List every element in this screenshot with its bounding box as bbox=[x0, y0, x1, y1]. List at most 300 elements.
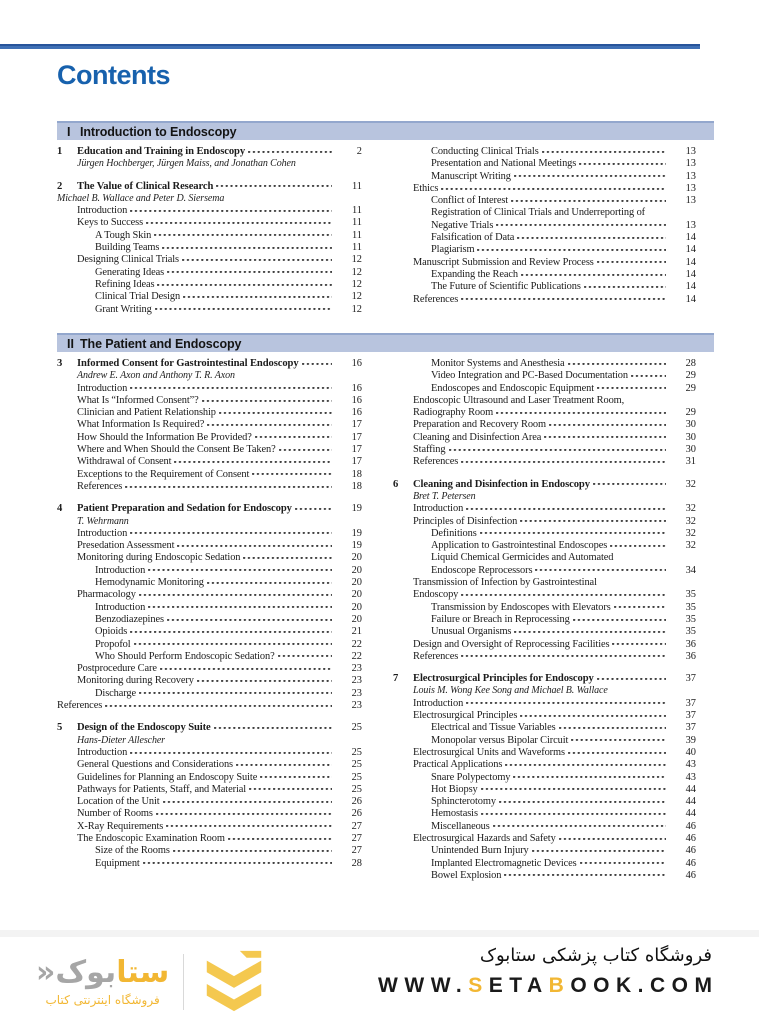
url-letters: ETA bbox=[488, 974, 549, 997]
toc-entry-row bbox=[57, 279, 362, 291]
entry-title: Number of Rooms bbox=[77, 808, 153, 820]
dot-leader bbox=[559, 722, 666, 730]
entry-title: Electrosurgical Units and Waveforms bbox=[413, 746, 565, 758]
page-number: 32 bbox=[685, 540, 696, 552]
entry-title: Registration of Clinical Trials and Underreporting of bbox=[431, 207, 646, 219]
author-names: Jürgen Hochberger, Jürgen Maiss, and Jonathan Cohen bbox=[77, 158, 296, 170]
entry-title: Patient Preparation and Sedation for Endoscopy bbox=[77, 503, 292, 515]
toc-author-row bbox=[393, 491, 696, 503]
toc-entry-row bbox=[393, 796, 696, 808]
entry-title: Generating Ideas bbox=[95, 266, 165, 278]
page-number: 29 bbox=[685, 407, 696, 419]
page-number: 16 bbox=[351, 358, 362, 369]
page-number: 13 bbox=[685, 158, 696, 170]
entry-title: Monopolar versus Bipolar Circuit bbox=[431, 734, 569, 746]
toc-entry-row bbox=[393, 294, 696, 306]
toc-entry-row bbox=[57, 626, 362, 638]
entry-title: Withdrawal of Consent bbox=[77, 456, 172, 468]
page-number: 13 bbox=[685, 182, 696, 194]
entry-title: Hemostasis bbox=[431, 808, 478, 820]
website-url bbox=[378, 974, 718, 998]
logo-tagline: فروشگاه اینترنتی کتاب bbox=[45, 993, 160, 1007]
dot-leader bbox=[466, 698, 666, 706]
toc-entry-row bbox=[57, 589, 362, 601]
entry-title: Falsification of Data bbox=[431, 232, 515, 244]
toc-entry-row bbox=[57, 675, 362, 687]
entry-title: Electrosurgical Principles bbox=[413, 710, 518, 722]
dot-leader bbox=[248, 146, 332, 154]
toc-entry-row bbox=[393, 602, 696, 614]
toc-entry-row bbox=[57, 845, 362, 857]
toc-entry-row bbox=[393, 833, 696, 845]
dot-leader bbox=[130, 205, 332, 213]
toc-entry-row bbox=[57, 291, 362, 303]
toc-entry-row bbox=[57, 456, 362, 468]
toc-entry-row bbox=[393, 281, 696, 293]
toc-entry-row bbox=[57, 688, 362, 700]
chevron-emblem-icon bbox=[198, 947, 270, 1017]
entry-title: Cleaning and Disinfection in Endoscopy bbox=[413, 478, 590, 490]
page-number: 20 bbox=[351, 589, 362, 601]
page-number: 23 bbox=[351, 663, 362, 675]
section-header-2 bbox=[57, 333, 714, 352]
dot-leader bbox=[174, 456, 332, 464]
chapter-number: 4 bbox=[57, 503, 63, 515]
page-number: 13 bbox=[685, 170, 696, 182]
toc-chapter-row bbox=[57, 503, 362, 515]
toc-entry-row bbox=[57, 383, 362, 395]
entry-title: References bbox=[413, 650, 459, 662]
page-number: 32 bbox=[685, 503, 696, 515]
dot-leader bbox=[207, 577, 332, 585]
toc-entry-row bbox=[393, 821, 696, 833]
entry-title: References bbox=[77, 480, 123, 492]
dot-leader bbox=[520, 710, 666, 718]
page-number: 32 bbox=[685, 478, 696, 490]
entry-title: Guidelines for Planning an Endoscopy Suite bbox=[77, 771, 258, 783]
toc-entry-row bbox=[57, 552, 362, 564]
page-number: 46 bbox=[685, 845, 696, 857]
page-number: 23 bbox=[351, 675, 362, 687]
entry-title: Endoscopic Ultrasound and Laser Treatment Room, bbox=[413, 394, 625, 406]
author-names: Louis M. Wong Kee Song and Michael B. Wallace bbox=[413, 685, 608, 697]
entry-title: Plagiarism bbox=[431, 244, 475, 256]
url-letters: OOK.COM bbox=[570, 974, 719, 997]
dot-leader bbox=[156, 808, 332, 816]
toc-entry-row bbox=[393, 183, 696, 195]
dot-leader bbox=[173, 845, 332, 853]
logo-divider bbox=[183, 954, 184, 1010]
dot-leader bbox=[496, 407, 666, 415]
entry-title: Presedation Assessment bbox=[77, 540, 175, 552]
dot-leader bbox=[214, 722, 332, 730]
entry-title: References bbox=[57, 700, 103, 712]
entry-title: Discharge bbox=[95, 687, 137, 699]
entry-title: Education and Training in Endoscopy bbox=[77, 146, 246, 157]
toc-entry-row bbox=[393, 516, 696, 528]
entry-title: Introduction bbox=[95, 564, 146, 576]
dot-leader bbox=[499, 796, 666, 804]
toc-entry-row bbox=[393, 244, 696, 256]
page-number: 27 bbox=[351, 832, 362, 844]
page-number: 28 bbox=[685, 358, 696, 369]
page-number: 44 bbox=[685, 783, 696, 795]
entry-title: Conducting Clinical Trials bbox=[431, 146, 539, 157]
entry-title: Introduction bbox=[95, 601, 146, 613]
entry-title: Sphincterotomy bbox=[431, 796, 496, 808]
dot-leader bbox=[260, 772, 332, 780]
toc-entry-row bbox=[57, 565, 362, 577]
toc-entry-row bbox=[57, 254, 362, 266]
toc-entry-row bbox=[393, 747, 696, 759]
page-number: 26 bbox=[351, 808, 362, 820]
top-rule bbox=[0, 44, 700, 49]
entry-title: Preparation and Recovery Room bbox=[413, 419, 547, 431]
entry-title: Manuscript Writing bbox=[431, 170, 511, 182]
toc-chapter-row bbox=[57, 358, 362, 370]
entry-title: Miscellaneous bbox=[431, 820, 490, 832]
entry-title: Postprocedure Care bbox=[77, 663, 157, 675]
toc-entry-row bbox=[393, 146, 696, 158]
page-number: 46 bbox=[685, 832, 696, 844]
dot-leader bbox=[571, 735, 666, 743]
page-number: 11 bbox=[351, 229, 362, 241]
entry-title: Introduction bbox=[77, 382, 128, 394]
dot-leader bbox=[461, 589, 666, 597]
page-number: 30 bbox=[685, 419, 696, 431]
toc-author-row bbox=[393, 685, 696, 697]
toc-entry-row bbox=[57, 217, 362, 229]
page-number: 44 bbox=[685, 796, 696, 808]
entry-title: Endoscopy bbox=[413, 589, 459, 601]
entry-title: Endoscopes and Endoscopic Equipment bbox=[431, 382, 595, 394]
wordmark-accent-part: ستا bbox=[116, 955, 170, 990]
page-number: 11 bbox=[351, 205, 362, 217]
page-number: 30 bbox=[685, 431, 696, 443]
section-number: I bbox=[67, 124, 71, 139]
dot-leader bbox=[496, 220, 666, 228]
entry-title: Designing Clinical Trials bbox=[77, 254, 179, 266]
entry-title: Pathways for Patients, Staff, and Material bbox=[77, 783, 247, 795]
page-number: 16 bbox=[351, 407, 362, 419]
page-number: 46 bbox=[685, 820, 696, 832]
dot-leader bbox=[532, 845, 666, 853]
entry-title: The Future of Scientific Publications bbox=[431, 281, 581, 293]
dot-leader bbox=[255, 432, 332, 440]
page-number: 35 bbox=[685, 589, 696, 601]
page-number: 35 bbox=[685, 626, 696, 638]
page-number: 14 bbox=[685, 232, 696, 244]
entry-title: Staffing bbox=[413, 444, 446, 456]
footer-divider bbox=[0, 930, 759, 937]
page-number: 22 bbox=[351, 650, 362, 662]
entry-title: Endoscope Reprocessors bbox=[431, 564, 533, 576]
dot-leader bbox=[441, 183, 666, 191]
page-number: 17 bbox=[351, 456, 362, 468]
chapter-number: 7 bbox=[393, 673, 399, 685]
page-number: 43 bbox=[685, 759, 696, 771]
dot-leader bbox=[139, 589, 332, 597]
dot-leader bbox=[207, 419, 332, 427]
page-number: 12 bbox=[351, 303, 362, 315]
dot-leader bbox=[493, 821, 666, 829]
toc-entry-row bbox=[393, 870, 696, 882]
dot-leader bbox=[579, 158, 666, 166]
toc-entry-row bbox=[393, 358, 696, 370]
entry-title: Failure or Breach in Reprocessing bbox=[431, 613, 570, 625]
entry-title: Pharmacology bbox=[77, 589, 136, 601]
toc-entry-row bbox=[393, 710, 696, 722]
page-number: 12 bbox=[351, 291, 362, 303]
page-number: 25 bbox=[351, 722, 362, 734]
dot-leader bbox=[461, 294, 666, 302]
toc-entry-row bbox=[393, 269, 696, 281]
toc-entry-row bbox=[57, 432, 362, 444]
url-accent-letters: S bbox=[468, 974, 489, 997]
entry-title: References bbox=[413, 293, 459, 305]
dot-leader bbox=[514, 626, 666, 634]
dot-leader bbox=[559, 833, 666, 841]
toc-entry-row bbox=[57, 772, 362, 784]
toc-entry-row bbox=[57, 747, 362, 759]
dot-leader bbox=[549, 419, 666, 427]
dot-leader bbox=[514, 171, 666, 179]
dot-leader bbox=[252, 469, 332, 477]
toc-entry-row bbox=[393, 407, 696, 419]
dot-leader bbox=[542, 146, 666, 154]
entry-title: Refining Ideas bbox=[95, 278, 155, 290]
toc-chapter-row bbox=[57, 722, 362, 734]
toc-chapter-row bbox=[57, 146, 362, 158]
entry-title: Introduction bbox=[77, 527, 128, 539]
entry-title: Radiography Room bbox=[413, 407, 494, 419]
dot-leader bbox=[505, 759, 666, 767]
entry-title: Conflict of Interest bbox=[431, 195, 509, 207]
entry-title: How Should the Information Be Provided? bbox=[77, 431, 252, 443]
chapter-number: 2 bbox=[57, 180, 63, 192]
page-number: 46 bbox=[685, 869, 696, 881]
toc-entry-row bbox=[57, 481, 362, 493]
toc-entry-row bbox=[393, 735, 696, 747]
toc-entry-row bbox=[393, 858, 696, 870]
dot-leader bbox=[167, 614, 332, 622]
page-number: 14 bbox=[685, 256, 696, 268]
page-number: 11 bbox=[351, 217, 362, 229]
toc-entry-row bbox=[57, 821, 362, 833]
page-number: 29 bbox=[685, 382, 696, 394]
page-number: 11 bbox=[351, 180, 362, 192]
entry-title: Liquid Chemical Germicides and Automated bbox=[431, 552, 614, 564]
toc-entry-row bbox=[393, 772, 696, 784]
dot-leader bbox=[249, 784, 332, 792]
page-number: 37 bbox=[685, 722, 696, 734]
toc-column-left bbox=[57, 146, 362, 316]
logo-wordmark-block bbox=[36, 957, 169, 1007]
entry-title: Hemodynamic Monitoring bbox=[95, 577, 204, 589]
toc-author-row bbox=[57, 516, 362, 528]
page-number: 25 bbox=[351, 783, 362, 795]
dot-leader bbox=[295, 503, 332, 511]
page-number: 16 bbox=[351, 382, 362, 394]
dot-leader bbox=[513, 772, 666, 780]
dot-leader bbox=[612, 639, 666, 647]
toc-chapter-row bbox=[57, 181, 362, 193]
toc-entry-row bbox=[393, 528, 696, 540]
section-title: The Patient and Endoscopy bbox=[80, 336, 242, 351]
page-number: 13 bbox=[685, 219, 696, 231]
entry-title: Cleaning and Disinfection Area bbox=[413, 431, 542, 443]
toc-entry-row bbox=[393, 589, 696, 601]
toc-entry-row bbox=[393, 565, 696, 577]
dot-leader bbox=[130, 626, 332, 634]
toc-entry-row bbox=[393, 639, 696, 651]
entry-title: Electrosurgical Hazards and Safety bbox=[413, 832, 556, 844]
entry-title: Implanted Electromagnetic Devices bbox=[431, 857, 577, 869]
page-number: 12 bbox=[351, 266, 362, 278]
dot-leader bbox=[504, 870, 666, 878]
entry-title: Monitoring during Endoscopic Sedation bbox=[77, 552, 241, 564]
entry-title: Clinical Trial Design bbox=[95, 291, 181, 303]
entry-title: Equipment bbox=[95, 857, 140, 869]
toc-entry-row bbox=[393, 503, 696, 515]
page-title: Contents bbox=[57, 60, 170, 90]
dot-leader bbox=[302, 358, 332, 366]
dot-leader bbox=[610, 540, 666, 548]
page-number: 32 bbox=[685, 527, 696, 539]
page-number: 18 bbox=[351, 468, 362, 480]
section-2-columns bbox=[57, 358, 714, 882]
dot-leader bbox=[461, 456, 666, 464]
toc-column-right bbox=[393, 146, 696, 316]
entry-title: Introduction bbox=[77, 205, 128, 217]
entry-title: Opioids bbox=[95, 626, 128, 638]
dot-leader bbox=[278, 651, 332, 659]
page-number: 14 bbox=[685, 281, 696, 293]
setabook-logo bbox=[36, 947, 270, 1017]
toc-entry-row bbox=[57, 469, 362, 481]
dot-leader bbox=[160, 663, 332, 671]
page-number: 19 bbox=[351, 540, 362, 552]
page-number: 23 bbox=[351, 700, 362, 712]
entry-title: Exceptions to the Requirement of Consent bbox=[77, 468, 250, 480]
entry-title: Principles of Disinfection bbox=[413, 515, 518, 527]
dot-leader bbox=[146, 217, 332, 225]
dot-leader bbox=[243, 552, 332, 560]
entry-title: Definitions bbox=[431, 527, 477, 539]
page-number: 43 bbox=[685, 771, 696, 783]
page-number: 31 bbox=[685, 456, 696, 468]
section-1-columns bbox=[57, 146, 714, 316]
store-title-farsi: فروشگاه کتاب پزشکی ستابوک bbox=[479, 945, 712, 966]
toc-entry-row bbox=[393, 395, 696, 407]
page-number: 32 bbox=[685, 515, 696, 527]
entry-title: Informed Consent for Gastrointestinal Endoscopy bbox=[77, 358, 299, 369]
toc-entry-row bbox=[57, 833, 362, 845]
toc-entry-row bbox=[393, 220, 696, 232]
toc-entry-row bbox=[393, 456, 696, 468]
dot-leader bbox=[517, 232, 666, 240]
toc-entry-row bbox=[393, 195, 696, 207]
dot-leader bbox=[155, 304, 332, 312]
entry-title: What Information Is Required? bbox=[77, 419, 205, 431]
dot-leader bbox=[593, 479, 666, 487]
footer-brand-text bbox=[378, 943, 719, 998]
page-number: 37 bbox=[685, 710, 696, 722]
toc-column-left bbox=[57, 358, 362, 882]
toc-entry-row bbox=[393, 444, 696, 456]
wordmark-muted-part: بوک bbox=[55, 955, 117, 990]
toc-entry-row bbox=[393, 540, 696, 552]
page-number: 25 bbox=[351, 746, 362, 758]
dot-leader bbox=[568, 358, 666, 366]
page-number: 12 bbox=[351, 254, 362, 266]
dot-leader bbox=[183, 291, 332, 299]
toc-entry-row bbox=[57, 304, 362, 316]
page-number: 14 bbox=[685, 268, 696, 280]
toc-column-right bbox=[393, 358, 696, 882]
toc-entry-row bbox=[57, 528, 362, 540]
page-number: 35 bbox=[685, 601, 696, 613]
entry-title: Transmission by Endoscopes with Elevators bbox=[431, 601, 611, 613]
entry-title: Bowel Explosion bbox=[431, 869, 502, 881]
toc-author-row bbox=[57, 158, 362, 170]
entry-title: Electrical and Tissue Variables bbox=[431, 722, 556, 734]
toc-entry-row bbox=[393, 651, 696, 663]
entry-title: Building Teams bbox=[95, 242, 160, 254]
toc-entry-row bbox=[393, 171, 696, 183]
dot-leader bbox=[597, 257, 666, 265]
toc-entry-row bbox=[393, 432, 696, 444]
page-number: 23 bbox=[351, 687, 362, 699]
dot-leader bbox=[163, 796, 332, 804]
toc-entry-row bbox=[393, 759, 696, 771]
dot-leader bbox=[597, 673, 666, 681]
page-number: 14 bbox=[685, 293, 696, 305]
page-number: 28 bbox=[351, 857, 362, 869]
toc-entry-row bbox=[393, 626, 696, 638]
dot-leader bbox=[216, 181, 332, 189]
dot-leader bbox=[182, 254, 332, 262]
dot-leader bbox=[134, 639, 332, 647]
entry-title: Monitor Systems and Anesthesia bbox=[431, 358, 565, 369]
page-number: 27 bbox=[351, 845, 362, 857]
page-number: 40 bbox=[685, 746, 696, 758]
page-number: 26 bbox=[351, 796, 362, 808]
page-number: 12 bbox=[351, 278, 362, 290]
toc-chapter-row bbox=[393, 673, 696, 685]
page-number: 25 bbox=[351, 771, 362, 783]
entry-title: Clinician and Patient Relationship bbox=[77, 407, 216, 419]
footer bbox=[0, 941, 759, 1023]
dot-leader bbox=[177, 540, 332, 548]
entry-title: Electrosurgical Principles for Endoscopy bbox=[413, 673, 594, 685]
entry-title: Unintended Burn Injury bbox=[431, 845, 529, 857]
entry-title: Expanding the Reach bbox=[431, 268, 518, 280]
page-number: 22 bbox=[351, 638, 362, 650]
entry-title: Ethics bbox=[413, 182, 439, 194]
page-number: 25 bbox=[351, 759, 362, 771]
dot-leader bbox=[162, 242, 332, 250]
toc-entry-row bbox=[57, 242, 362, 254]
page-number: 19 bbox=[351, 527, 362, 539]
dot-leader bbox=[197, 675, 332, 683]
page-number: 44 bbox=[685, 808, 696, 820]
toc-entry-row bbox=[393, 232, 696, 244]
page-number: 37 bbox=[685, 673, 696, 685]
entry-title: Manuscript Submission and Review Process bbox=[413, 256, 594, 268]
entry-title: Keys to Success bbox=[77, 217, 144, 229]
author-names: Hans-Dieter Allescher bbox=[77, 734, 165, 746]
